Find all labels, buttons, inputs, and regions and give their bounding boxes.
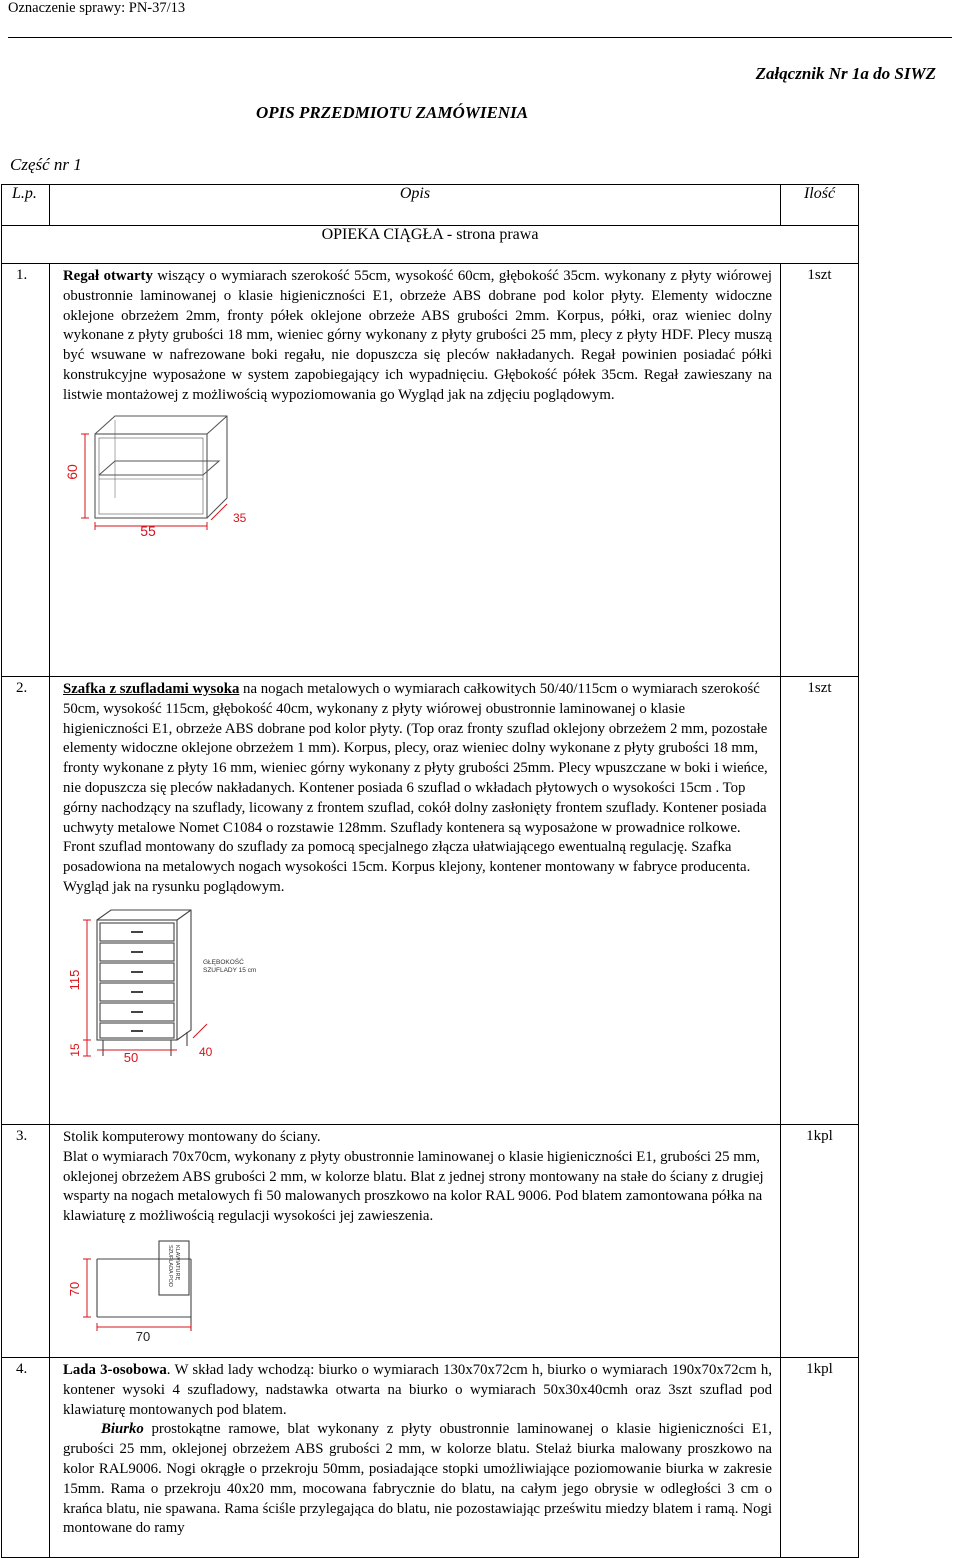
item-text: wiszący o wymiarach szerokość 55cm, wysokość 60cm, głębokość 35cm. wykonany z płyty wiórowej obustronnie laminowanej o klasie higieniczności E1, obrzeże ABS dobrane pod kolor płyty. Elementy widoczne oklejone obrzeżem 2mm, fronty półek oklejone obrzeże ABS grubości 2mm. Korpus, półki, oraz wieniec dolny wykonane z płyty grubości 18 mm, wieniec górny wykonany z płyty grubości 25 mm, plecy z płyty HDF. Plecy muszą być wsuwane w nafrezowane boki regału, nie dopuszcza się pleców nakładanych. Regał powinien posiadać półki konstrukcyjne wyposażone w system zapobiegający ich wypadnięciu. Głębokość półek 35cm. Regał zawieszany na listwie montażowej z możliwością wypoziomowania go Wygląd jak na zdjęciu poglądowym. [63, 268, 772, 403]
item-text: Blat o wymiarach 70x70cm, wykonany z płyty obustronnie laminowanej o klasie higieniczności E1, grubości 25 mm, oklejonej obrzeżem ABS grubości 2 mm, w kolorze blatu. Blat z jednej strony montowany na stałe do ściany z drugiej wsparty na nogach metalowych fi 50 malowanych proszkowo na kolor RAL 9006. Pod blatem zamontowana półka na klawiaturę z możliwością regulacji wysokości jej zawieszenia. [63, 1148, 764, 1225]
dim-depth: 70 [67, 1281, 82, 1297]
item-quantity: 1szt [781, 677, 859, 1125]
table-row [2, 1125, 859, 1358]
open-shelf-drawing-icon [63, 412, 253, 537]
annex-label: Załącznik Nr 1a do SIWZ [755, 64, 936, 83]
item-description [50, 677, 781, 1125]
figure-note-line-2: KLAWIATURĘ [174, 1244, 180, 1281]
dim-leg-height: 15 [68, 1043, 82, 1057]
dim-width: 55 [140, 522, 156, 537]
item-text: . W skład lady wchodzą: biurko o wymiarach 130x70x72cm h, biurko o wymiarach 190x70x72cm h, kontener wysoki 4 szufladowy, nadstawka otwarta na biurko o wymiarach 50x30x40cmh oraz 3szt szuflad pod klawiaturę montowanych pod blatem. [63, 1362, 772, 1418]
dim-width: 70 [135, 1328, 151, 1343]
item-name: Regał otwarty [63, 268, 153, 284]
item-quantity: 1kpl [781, 1125, 859, 1358]
item-description [50, 1125, 781, 1358]
dim-width: 50 [123, 1049, 139, 1064]
section-title: OPIEKA CIĄGŁA - strona prawa [2, 226, 859, 264]
item-description [50, 1358, 781, 1558]
section-row [2, 226, 859, 264]
table-header-row [2, 185, 859, 226]
table-row [2, 264, 859, 677]
case-number: Oznaczenie sprawy: PN-37/13 [8, 0, 186, 16]
dim-depth: 35 [233, 510, 247, 525]
item-quantity: 1kpl [781, 1358, 859, 1558]
header-lp: L.p. [2, 185, 50, 226]
item-number: 1. [2, 264, 50, 677]
item-sub-text: prostokątne ramowe, blat wykonany z płyty obustronnie laminowanej o klasie higieniczności E1, grubości 25 mm, oklejonej obrzeżem ABS grubości 2 mm, w kolorze blatu. Stelaż biurka malowany proszkowo na kolor RAL9006. Nogi okrągłe o przekroju 50mm, posiadające stopki umożliwiające poziomowanie biurka w zakresie 15mm. Rama o przekroju 40x20 mm, mocowana fabrycznie do blatu, na całym jego obrysie w odległości 3 cm o krańca blatu, nie spawana. Rama ściśle przylegająca do blatu, nie pozostawiając prześwitu miedzy blatem i ramą. Nogi montowane do ramy [63, 1421, 772, 1537]
header-description: Opis [50, 185, 781, 226]
item-description [50, 264, 781, 677]
item-number: 3. [2, 1125, 50, 1358]
figure-note-line-1: SZUFLADA POD [167, 1244, 173, 1287]
item-number: 2. [2, 677, 50, 1125]
item-number: 4. [2, 1358, 50, 1558]
item-name: Lada 3-osobowa [63, 1362, 167, 1378]
header-quantity: Ilość [781, 185, 859, 226]
dim-depth: 40 [199, 1044, 213, 1059]
computer-desk-drawing-icon [63, 1233, 263, 1343]
part-label: Część nr 1 [10, 155, 82, 174]
document-title: OPIS PRZEDMIOTU ZAMÓWIENIA [256, 103, 529, 122]
table-row [2, 677, 859, 1125]
header-divider [8, 37, 952, 38]
figure-note-line-1: GŁĘBOKOŚĆ [203, 958, 244, 966]
specification-table [1, 184, 859, 1558]
item-sub-name: Biurko [101, 1421, 144, 1438]
table-row [2, 1358, 859, 1558]
item-name: Stolik komputerowy montowany do ściany. [63, 1129, 321, 1145]
item-text: na nogach metalowych o wymiarach całkowitych 50/40/115cm o wymiarach szerokość 50cm, wysokość 115cm, głębokość 40cm, wykonany z płyty wiórowej obustronnie laminowanej o klasie higieniczności E1, obrzeże ABS dobrane pod kolor płyty. (Top oraz fronty szuflad oklejony obrzeżem 2 mm, pozostałe elementy widoczne oklejone obrzeżem 1 mm). Korpus, plecy, oraz wieniec dolny wykonane z płyty grubości 18 mm, fronty wykonane z płyty 16 mm, wieniec górny wykonany z płyty grubości 25mm. Plecy wpuszczane w boki i wieńce, nie dopuszcza się pleców nakładanych. Kontener posiada 6 szuflad o wkładach płytowych o wysokości 15cm . Top górny nachodzący na szuflady, licowany z frontem szuflad, cokół dolny zasłonięty frontem szuflady. Kontener posiada uchwyty metalowe Nomet C1084 o rozstawie 128mm. Szuflady kontenera są wyposażone w prowadnice rolkowe. Front szuflad montowany do szuflady za pomocą specjalnego złącza ułatwiającego ewentualną regulację. Szafka posadowiona na metalowych nogach wysokości 15cm. Korpus klejony, kontener montowany w fabryce producenta. Wygląd jak na rysunku poglądowym. [63, 681, 768, 895]
drawer-cabinet-drawing-icon [63, 904, 283, 1064]
figure-note-line-2: SZUFLADY 15 cm [203, 966, 257, 974]
item-name: Szafka z szufladami wysoka [63, 681, 240, 697]
item-quantity: 1szt [781, 264, 859, 677]
dim-height: 60 [64, 463, 80, 480]
dim-height: 115 [67, 969, 82, 991]
